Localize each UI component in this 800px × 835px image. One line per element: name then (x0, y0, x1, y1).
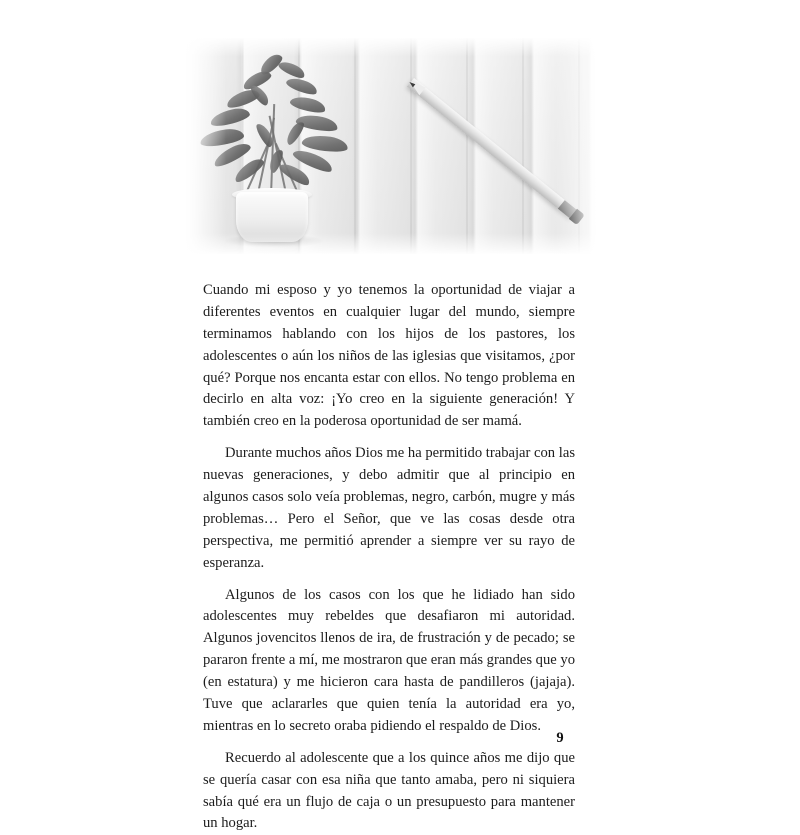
paragraph: Cuando mi esposo y yo tenemos la oportunidad de viajar a diferentes eventos en cualquier lugar del mundo, siempre terminamos hablando con los hijos de los pastores, los adolescentes o aún los niños de las iglesias que visitamos, ¿por qué? Porque nos encanta estar con ellos. No tengo problema en decirlo en alta voz: ¡Yo creo en la siguiente generación! Y también creo en la poderosa oportunidad de ser mamá. (203, 282, 575, 430)
paragraph: Durante muchos años Dios me ha permitido trabajar con las nuevas generaciones, y debo admitir que al principio en algunos casos solo veía problemas, negro, carbón, mugre y más problemas… Pero el Señor, que ve las cosas desde otra perspectiva, me permitió aprender a siempre ver su rayo de esperanza. (203, 445, 575, 571)
image-fade-overlay (186, 38, 596, 254)
paragraph: Recuerdo al adolescente que a los quince años me dijo que se quería casar con esa niña que tanto amaba, pero ni siquiera sabía qué era un flujo de caja o un presupuesto para mantener un hogar. (203, 749, 575, 832)
body-text (203, 280, 575, 835)
chapter-illustration (186, 38, 596, 254)
page-number: 9 (556, 730, 564, 746)
paragraph: Algunos de los casos con los que he lidiado han sido adolescentes muy rebeldes que desafiaron mi autoridad. Algunos jovencitos llenos de ira, de frustración y de pecado; se pararon frente a mí, me mostraron que eran más grandes que yo (en estatura) y me hicieron cara hasta de pandilleros (jajaja). Tuve que aclararles que quien tenía la autoridad era yo, mientras en lo secreto oraba pidiendo el respaldo de Dios. (203, 586, 575, 734)
